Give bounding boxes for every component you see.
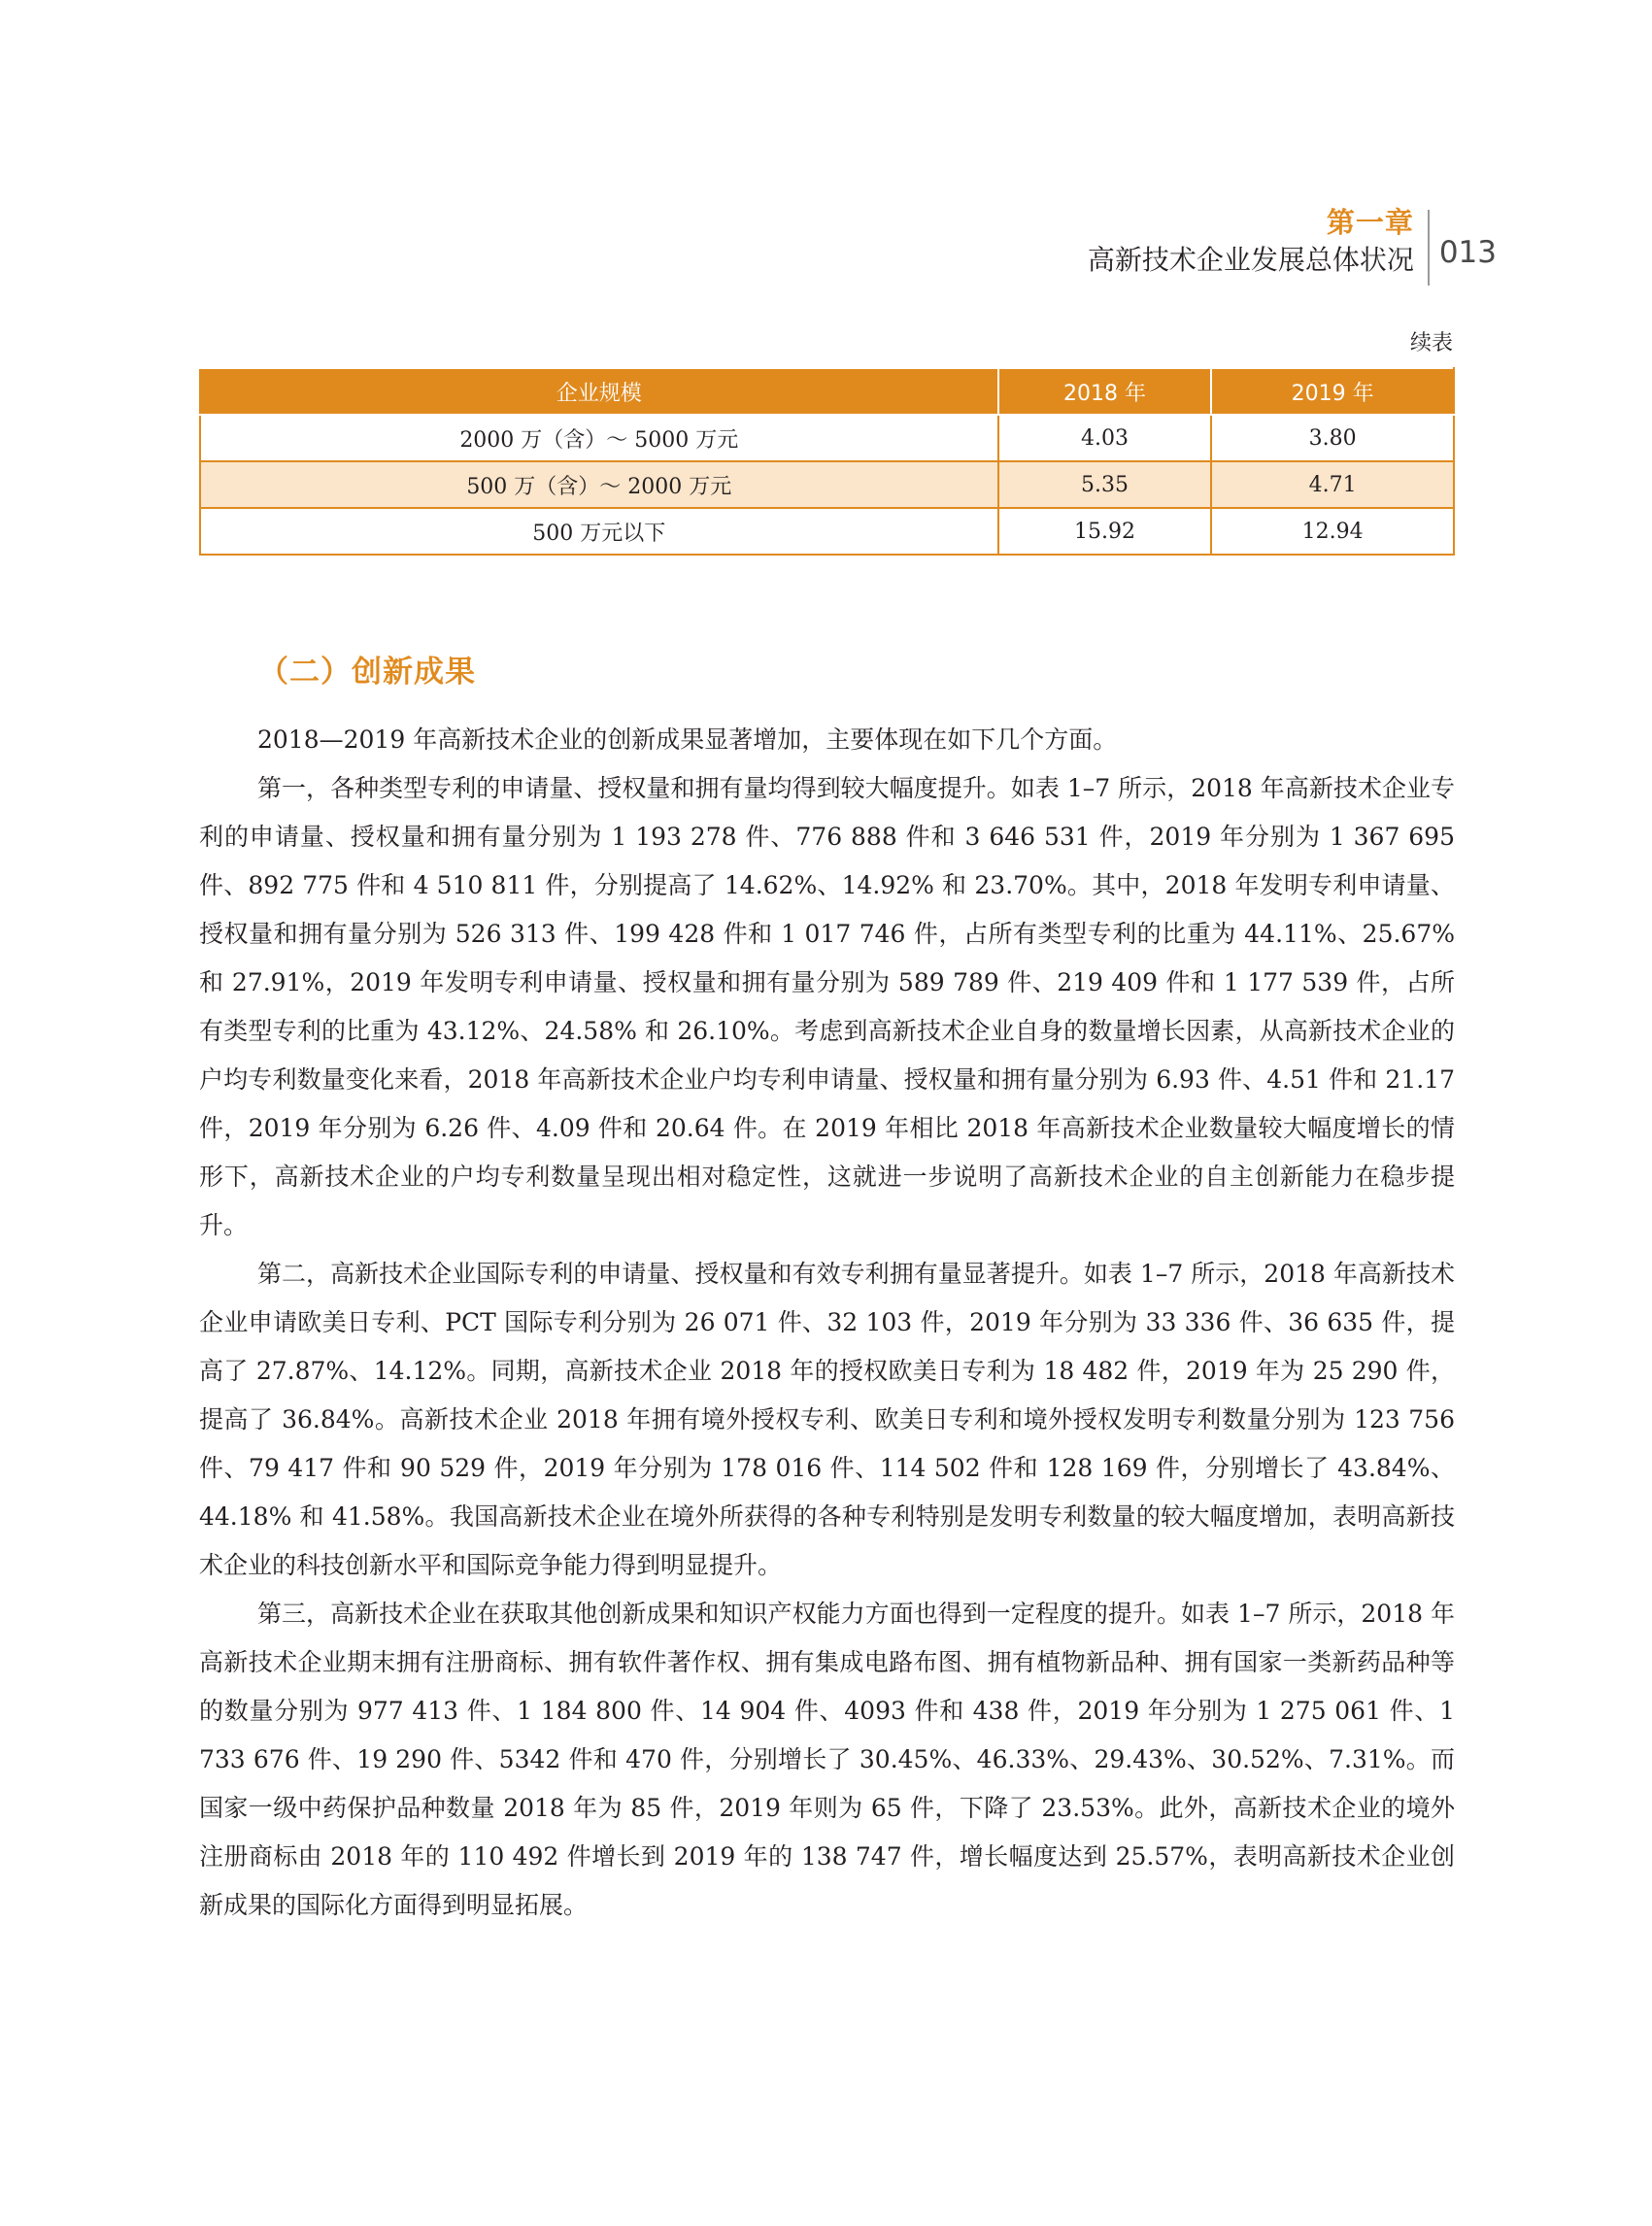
page-number: 013	[1438, 235, 1497, 270]
table-cell-2018: 15.92	[998, 508, 1212, 555]
paragraph-first: 第一，各种类型专利的申请量、授权量和拥有量均得到较大幅度提升。如表 1–7 所示，2018 年高新技术企业专利的申请量、授权量和拥有量分别为 1 193 278 件、776 888 件和 3 646 531 件，2019 年分别为 1 367 695 件、892 775 件和 4 510 811 件，分别提高了 14.62%、14.92% 和 23.70%。其中，2018 年发明专利申请量、授权量和拥有量分别为 526 313 件、199 428 件和 1 017 746 件，占所有类型专利的比重为 44.11%、25.67% 和 27.91%，2019 年发明专利申请量、授权量和拥有量分别为 589 789 件、219 409 件和 1 177 539 件，占所有类型专利的比重为 43.12%、24.58% 和 26.10%。考虑到高新技术企业自身的数量增长因素，从高新技术企业的户均专利数量变化来看，2018 年高新技术企业户均专利申请量、授权量和拥有量分别为 6.93 件、4.51 件和 21.17 件，2019 年分别为 6.26 件、4.09 件和 20.64 件。在 2019 年相比 2018 年高新技术企业数量较大幅度增长的情形下，高新技术企业的户均专利数量呈现出相对稳定性，这就进一步说明了高新技术企业的自主创新能力在稳步提升。	[199, 774, 1455, 1239]
table-cell-2018: 5.35	[998, 461, 1212, 508]
running-header	[1088, 206, 1497, 286]
column-header-2019: 2019 年	[1211, 368, 1454, 415]
column-header-2018: 2018 年	[998, 368, 1212, 415]
table-row	[200, 508, 1454, 555]
table-cell-scale: 500 万元以下	[200, 508, 998, 555]
table-continued-label: 续表	[1409, 331, 1453, 355]
paragraph-intro: 2018—2019 年高新技术企业的创新成果显著增加，主要体现在如下几个方面。	[257, 725, 1118, 754]
table-cell-scale: 2000 万（含）～ 5000 万元	[200, 415, 998, 461]
table-header-row	[200, 368, 1454, 415]
chapter-subtitle: 高新技术企业发展总体状况	[1087, 244, 1414, 276]
column-header-scale: 企业规模	[200, 368, 998, 415]
chapter-label: 第一章	[1326, 206, 1414, 239]
section-heading: （二）创新成果	[258, 655, 476, 690]
table-cell-scale: 500 万（含）～ 2000 万元	[200, 461, 998, 508]
enterprise-scale-table	[199, 367, 1455, 556]
paragraph-second: 第二，高新技术企业国际专利的申请量、授权量和有效专利拥有量显著提升。如表 1–7 所示，2018 年高新技术企业申请欧美日专利、PCT 国际专利分别为 26 071 件、32 103 件，2019 年分别为 33 336 件、36 635 件，提高了 27.87%、14.12%。同期，高新技术企业 2018 年的授权欧美日专利为 18 482 件，2019 年为 25 290 件，提高了 36.84%。高新技术企业 2018 年拥有境外授权专利、欧美日专利和境外授权发明专利数量分别为 123 756 件、79 417 件和 90 529 件，2019 年分别为 178 016 件、114 502 件和 128 169 件，分别增长了 43.84%、44.18% 和 41.58%。我国高新技术企业在境外所获得的各种专利特别是发明专利数量的较大幅度增加，表明高新技术企业的科技创新水平和国际竞争能力得到明显提升。	[199, 1260, 1455, 1579]
body-text	[199, 716, 1455, 1930]
table-cell-2018: 4.03	[998, 415, 1212, 461]
table-cell-2019: 3.80	[1211, 415, 1454, 461]
table-row	[200, 415, 1454, 461]
table-cell-2019: 4.71	[1211, 461, 1454, 508]
header-titles	[1088, 206, 1428, 280]
table-row	[200, 461, 1454, 508]
paragraph-third: 第三，高新技术企业在获取其他创新成果和知识产权能力方面也得到一定程度的提升。如表 1–7 所示，2018 年高新技术企业期末拥有注册商标、拥有软件著作权、拥有集成电路布图、拥有植物新品种、拥有国家一类新药品种等的数量分别为 977 413 件、1 184 800 件、14 904 件、4093 件和 438 件，2019 年分别为 1 275 061 件、1 733 676 件、19 290 件、5342 件和 470 件，分别增长了 30.45%、46.33%、29.43%、30.52%、7.31%。而国家一级中药保护品种数量 2018 年为 85 件，2019 年则为 65 件，下降了 23.53%。此外，高新技术企业的境外注册商标由 2018 年的 110 492 件增长到 2019 年的 138 747 件，增长幅度达到 25.57%，表明高新技术企业创新成果的国际化方面得到明显拓展。	[199, 1600, 1455, 1919]
table-cell-2019: 12.94	[1211, 508, 1454, 555]
